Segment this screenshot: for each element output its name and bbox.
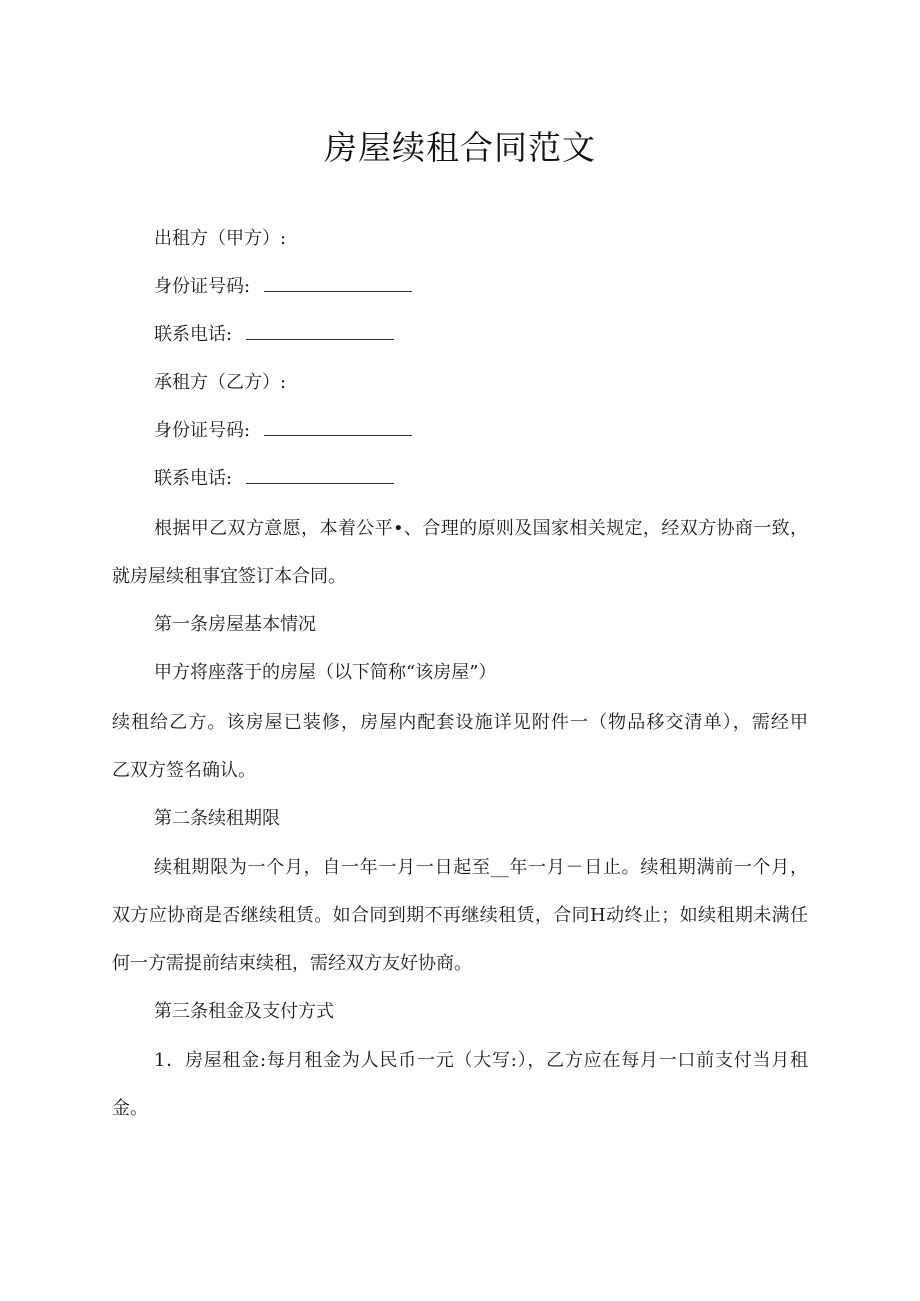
article1-heading: 第一条房屋基本情况: [154, 614, 316, 635]
party-b-phone-blank: [246, 469, 394, 484]
party-b-id-label: 身份证号码:: [154, 420, 251, 441]
party-a-phone-label: 联系电话:: [154, 324, 233, 345]
article1-line-3: 乙双方签名确认。: [112, 760, 256, 781]
document-title: 房屋续租合同范文: [324, 128, 596, 167]
party-a-id-blank: [264, 277, 412, 292]
article3-line-2: 金。: [112, 1098, 148, 1119]
preamble-line-1: 根据甲乙双方意愿，本着公平•、合理的原则及国家相关规定，经双方协商一致，: [154, 518, 808, 539]
article1-line-1: 甲方将座落于的房屋（以下简称“该房屋”）: [154, 662, 497, 683]
article2-line-1: 续租期限为一个月，自一年一月一日起至__年一月－日止。续租期满前一个月，: [154, 857, 808, 878]
article2-line-3: 何一方需提前结束续租，需经双方友好协商。: [112, 953, 472, 974]
article1-line-2: 续租给乙方。该房屋已装修，房屋内配套设施详见附件一（物品移交清单），需经甲: [112, 712, 808, 733]
party-a-phone-blank: [246, 325, 394, 340]
party-a-label: 出租方（甲方）:: [154, 228, 287, 249]
preamble-line-2: 就房屋续租事宜签订本合同。: [112, 566, 346, 587]
party-b-phone-label: 联系电话:: [154, 468, 233, 489]
article2-heading: 第二条续租期限: [154, 808, 280, 829]
article3-heading: 第三条租金及支付方式: [154, 1001, 334, 1022]
party-a-id-row: [154, 274, 412, 300]
party-a-phone-row: [154, 322, 394, 348]
party-b-id-blank: [264, 421, 412, 436]
party-b-phone-row: [154, 466, 394, 492]
party-a-id-label: 身份证号码:: [154, 276, 251, 297]
party-b-id-row: [154, 418, 412, 444]
party-b-label: 承租方（乙方）:: [154, 372, 287, 393]
article3-line-1: 1．房屋租金:每月租金为人民币一元（大写:），乙方应在每月一口前支付当月租: [154, 1050, 808, 1071]
article2-line-2: 双方应协商是否继续租赁。如合同到期不再继续租赁，合同H动终止；如续租期未满任: [112, 905, 808, 926]
